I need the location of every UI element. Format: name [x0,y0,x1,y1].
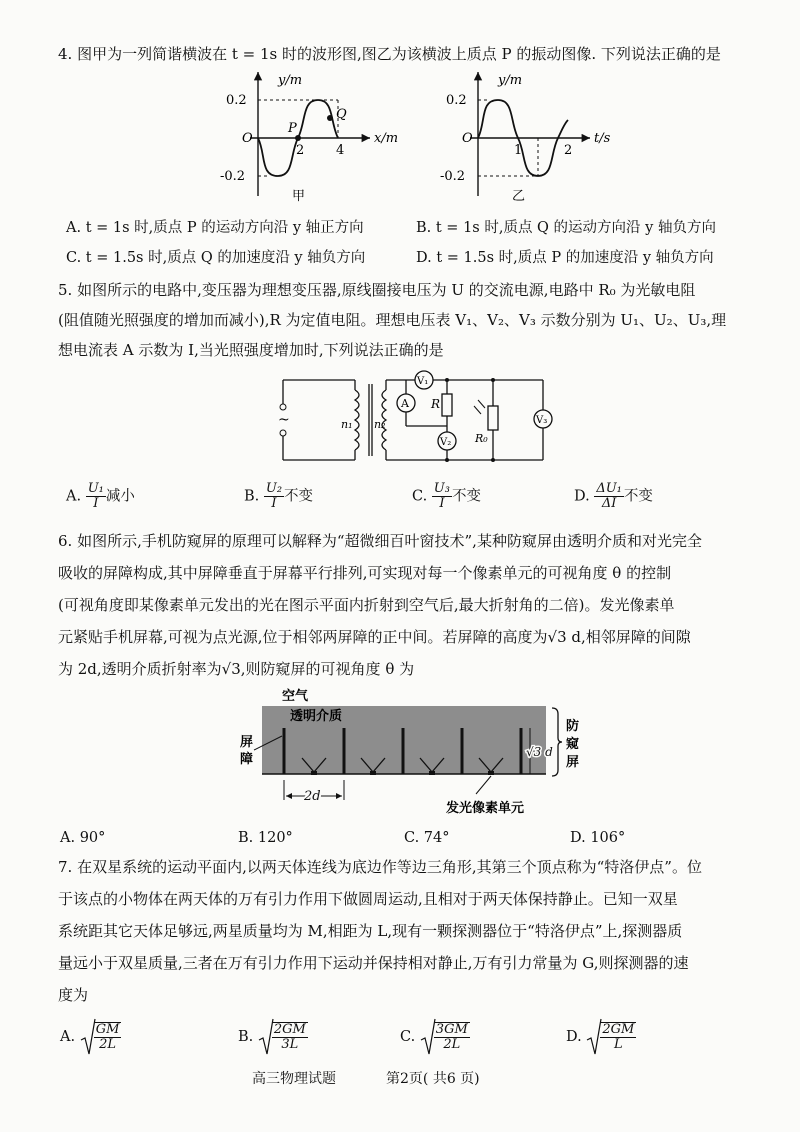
q4a-point-p: P [288,121,297,136]
q4-stem: 4. 图甲为一列简谐横波在 t = 1s 时的波形图,图乙为该横波上质点 P 的振动图像. 下列说法正确的是 [58,45,721,63]
q4b-caption: 乙 [512,189,526,204]
q6-screen-label-1: 防 [566,719,580,734]
q4a-ytop: 0.2 [226,93,247,108]
q6-air-label: 空气 [282,689,309,704]
q4-option-c[interactable]: C. t = 1.5s 时,质点 Q 的加速度沿 y 轴负方向 [66,250,366,266]
q5-option-a[interactable]: A. $\frac{\text{U₁}}{I}$ 减小 [66,481,135,511]
q6-stem-line-5: 为 2d,透明介质折射率为√3,则防窥屏的可视角度 θ 为 [58,660,415,678]
q4b-ylabel: y/m [498,73,523,88]
q5-n1-label: n₁ [341,418,353,431]
q5-option-c[interactable]: C. $\frac{\text{U₃}}{I}$ 不变 [412,481,481,511]
q5-stem-line-1: 5. 如图所示的电路中,变压器为理想变压器,原线圈接电压为 U 的交流电源,电路中 R₀ 为光敏电阻 [58,281,696,299]
q4a-tick1: 2 [296,143,305,158]
q4a-tick2: 4 [336,143,345,158]
q7-option-b[interactable]: B. $\frac{2GM}{3L}$ [238,1018,308,1056]
q6-option-d[interactable]: D. 106° [570,830,626,846]
q5-stem-line-3: 想电流表 A 示数为 I,当光照强度增加时,下列说法正确的是 [58,341,444,359]
q6-pixel-label: 发光像素单元 [446,801,525,816]
q5-circuit-diagram [275,370,565,470]
q6-stem-line-2: 吸收的屏障构成,其中屏障垂直于屏幕平行排列,可实现对每一个像素单元的可视角度 θ 的控制 [58,564,672,582]
q4-option-a[interactable]: A. t = 1s 时,质点 P 的运动方向沿 y 轴正方向 [66,220,364,236]
q5-v1-label: V₁ [417,376,429,387]
q4a-ybot: -0.2 [220,169,246,184]
q5-v3-label: V₃ [536,415,548,426]
q5-r0-label: R₀ [475,432,488,445]
footer-title: 高三物理试题 [252,1071,336,1087]
q7-option-c[interactable]: C. $\frac{3GM}{2L}$ [400,1018,470,1056]
q6-barrier-label-1: 屏 [240,735,254,750]
q4-option-d[interactable]: D. t = 1.5s 时,质点 P 的加速度沿 y 轴负方向 [416,250,714,266]
q5-n2-label: n₂ [374,418,386,431]
q4a-xlabel: x/m [374,131,399,146]
q7-option-a[interactable]: A. $\frac{GM}{2L}$ [60,1018,121,1056]
q6-screen-figure [232,688,592,818]
q6-screen-label-2: 窥 [566,737,580,752]
q6-height-label: √3 d [526,745,553,759]
q6-stem-line-4: 元紧贴手机屏幕,可视为点光源,位于相邻两屏障的正中间。若屏障的高度为√3 d,相邻屏障的间隙 [58,628,691,646]
q4a-point-q: Q [336,107,347,122]
q4b-tick2: 2 [564,143,573,158]
q4-figure-b [440,66,620,206]
q4a-origin: O [242,131,253,146]
q7-stem-line-3: 系统距其它天体足够远,两星质量均为 M,相距为 L,现有一颗探测器位于“特洛伊点”上,探测器质 [58,922,683,940]
footer-page: 第2页( 共6 页) [386,1071,480,1087]
q7-option-d[interactable]: D. $\frac{2GM}{L}$ [566,1018,636,1056]
q6-option-c[interactable]: C. 74° [404,830,450,846]
q5-v2-label: V₂ [440,437,452,448]
q6-screen-label-3: 屏 [566,755,580,770]
q4b-origin: O [462,131,473,146]
q6-spacing-label: 2d [304,789,321,804]
q7-stem-line-5: 度为 [58,986,89,1004]
q6-stem-line-3: (可视角度即某像素单元发出的光在图示平面内折射到空气后,最大折射角的二倍)。发光像素单 [58,596,675,614]
q5-option-d[interactable]: D. $\frac{\text{ΔU₁}}{\Delta I}$ 不变 [574,481,653,511]
q6-medium-label: 透明介质 [290,709,343,724]
q6-stem-line-1: 6. 如图所示,手机防窥屏的原理可以解释为“超微细百叶窗技术”,某种防窥屏由透明介质和对光完全 [58,532,702,550]
q6-barrier-label-2: 障 [240,752,254,767]
q5-r-label: R [431,397,441,411]
q7-stem-line-1: 7. 在双星系统的运动平面内,以两天体连线为底边作等边三角形,其第三个顶点称为“特洛伊点”。位 [58,858,702,876]
q4b-ytop: 0.2 [446,93,467,108]
q7-stem-line-4: 量远小于双星质量,三者在万有引力作用下运动并保持相对静止,万有引力常量为 G,则探测器的速 [58,954,689,972]
q5-ammeter-label: A [401,397,409,410]
q4-option-b[interactable]: B. t = 1s 时,质点 Q 的运动方向沿 y 轴负方向 [416,220,716,236]
q6-option-a[interactable]: A. 90° [60,830,106,846]
q5-stem-line-2: (阻值随光照强度的增加而减小),R 为定值电阻。理想电压表 V₁、V₂、V₃ 示数分别为 U₁、U₂、U₃,理 [58,311,727,329]
q5-option-b[interactable]: B. $\frac{\text{U₂}}{I}$ 不变 [244,481,314,511]
q4a-caption: 甲 [292,189,306,204]
q7-stem-line-2: 于该点的小物体在两天体的万有引力作用下做圆周运动,且相对于两天体保持静止。已知一双星 [58,890,678,908]
q4b-ybot: -0.2 [440,169,466,184]
q4b-tick1: 1 [514,143,523,158]
q5-source-symbol: ~ [278,412,290,428]
q4a-ylabel: y/m [278,73,303,88]
q4-figure-a [220,66,400,206]
q6-option-b[interactable]: B. 120° [238,830,293,846]
q4b-xlabel: t/s [594,131,611,146]
